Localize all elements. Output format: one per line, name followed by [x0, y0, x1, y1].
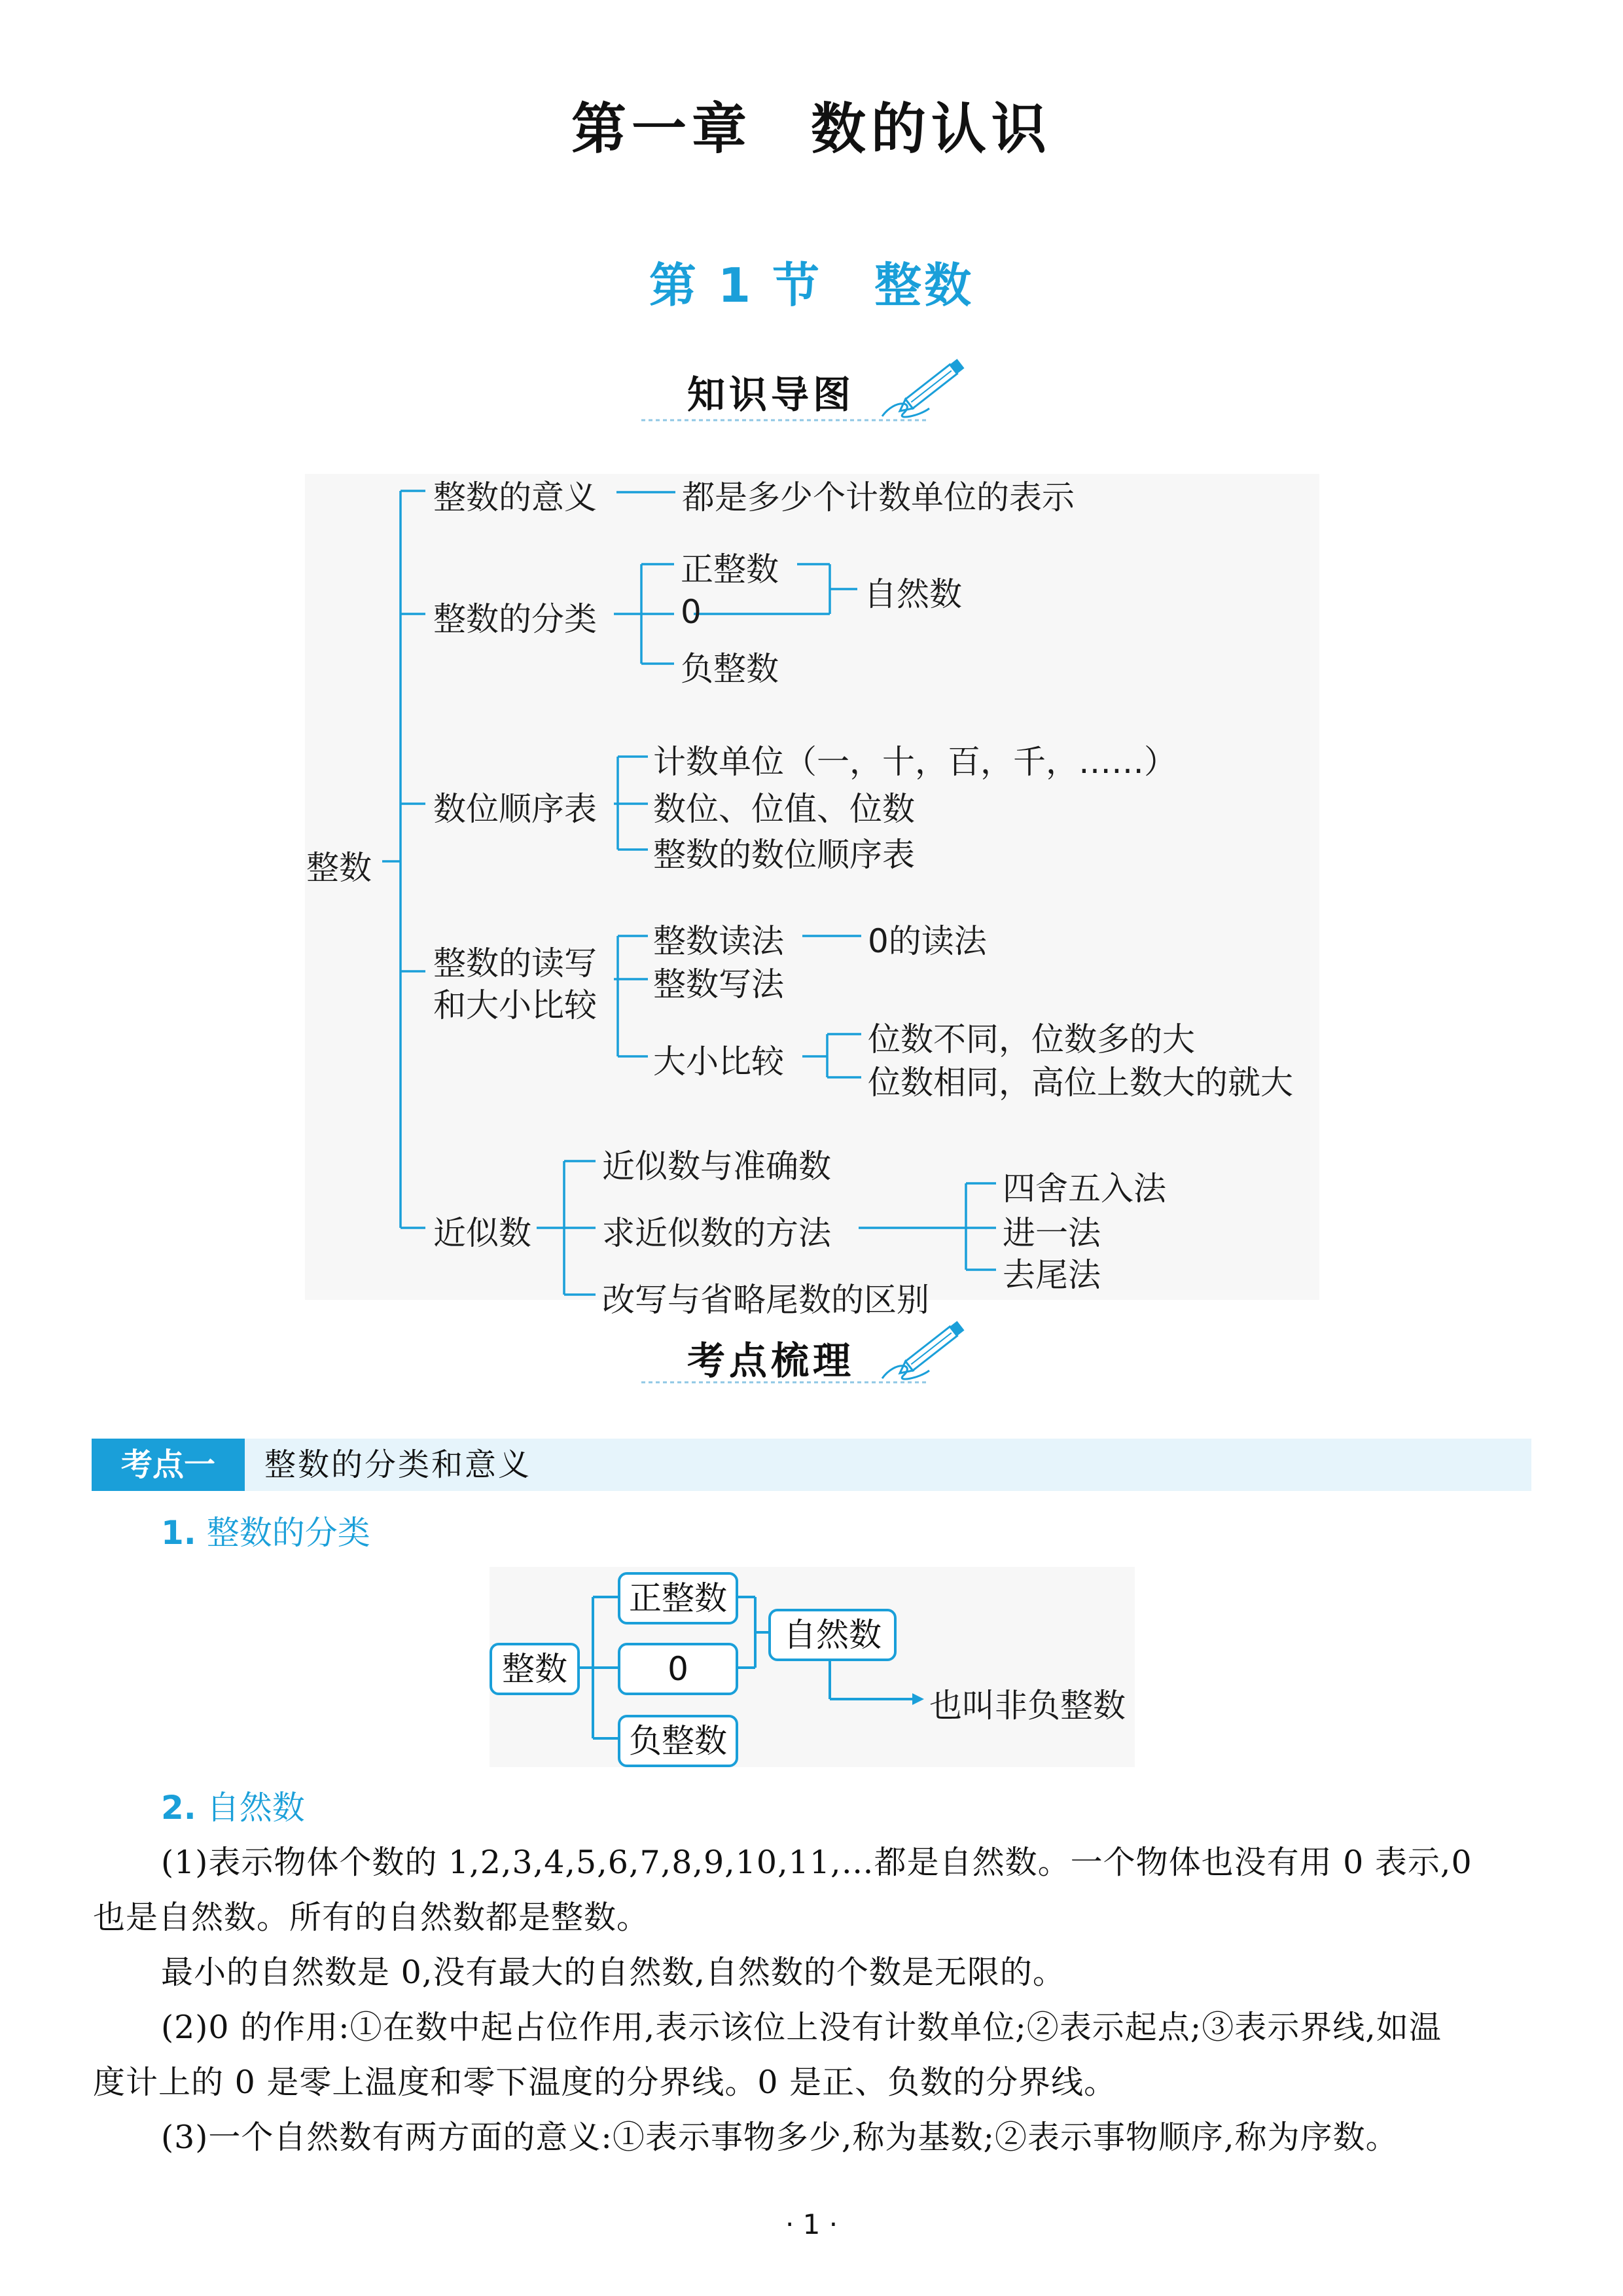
- subheading-2-title: 自然数: [206, 1789, 305, 1827]
- mindmap-b5-item: 改写与省略尾数的区别: [602, 1281, 929, 1319]
- para-3-line-1: (2)0 的作用:①在数中起占位作用,表示该位上没有计数单位;②表示起点;③表示界线,如温: [161, 2009, 1442, 2046]
- section-prefix: 第 1 节: [649, 258, 823, 313]
- mindmap-b2-group: 自然数: [864, 575, 962, 613]
- subheading-1-title: 整数的分类: [206, 1514, 370, 1552]
- mindmap-b5-method: 四舍五入法: [1003, 1170, 1166, 1208]
- subheading-2-number: 2.: [161, 1789, 196, 1827]
- mindmap-b3-item: 数位、位值、位数: [653, 790, 915, 828]
- mindmap-b4-read: 整数读法: [653, 922, 784, 960]
- mindmap-b1-label: 整数的意义: [433, 478, 597, 516]
- mindmap-b3-item: 计数单位（一，十，百，千，……）: [653, 743, 1177, 781]
- mindmap-b4-compare: 大小比较: [653, 1043, 784, 1081]
- classify-root-box: 整数: [490, 1643, 580, 1695]
- mindmap-b2-item: 0: [681, 593, 702, 631]
- classify-negative-box: 负整数: [618, 1715, 738, 1767]
- subheading-2: [161, 1782, 305, 1829]
- para-1-line-1: (1)表示物体个数的 1,2,3,4,5,6,7,8,9,10,11,…都是自然数。一个物体也没有用 0 表示,0: [161, 1844, 1472, 1881]
- para-3-line-2: 度计上的 0 是零上温度和零下温度的分界线。0 是正、负数的分界线。: [93, 2064, 1117, 2101]
- mindmap-b4-write: 整数写法: [653, 965, 784, 1003]
- mindmap-b5-method: 进一法: [1003, 1214, 1101, 1252]
- subheading-1-number: 1.: [161, 1514, 196, 1552]
- mindmap-b4-compare-item: 位数不同，位数多的大: [868, 1020, 1195, 1058]
- mindmap-b4-label-line2: 和大小比较: [433, 986, 597, 1024]
- mindmap-b2-item: 负整数: [681, 650, 779, 688]
- mindmap-b3-item: 整数的数位顺序表: [653, 836, 915, 874]
- mindmap-b2-item: 正整数: [681, 550, 779, 588]
- mindmap-b4-read-note: 0的读法: [868, 922, 987, 960]
- mindmap-b5-method: 去尾法: [1003, 1256, 1101, 1294]
- mindmap-b5-label: 近似数: [433, 1214, 531, 1252]
- kaodian-tag: 考点一: [92, 1439, 245, 1491]
- mindmap-b2-label: 整数的分类: [433, 600, 597, 638]
- para-2: 最小的自然数是 0,没有最大的自然数,自然数的个数是无限的。: [161, 1954, 1065, 1991]
- points-banner-label: 考点梳理: [687, 1338, 855, 1383]
- kaodian-title: 整数的分类和意义: [264, 1446, 532, 1483]
- mindmap-b3-label: 数位顺序表: [433, 790, 597, 828]
- mindmap-banner-label: 知识导图: [687, 372, 855, 417]
- page-number: · 1 ·: [785, 2208, 838, 2240]
- section-name: 整数: [874, 258, 974, 313]
- classify-positive-box: 正整数: [618, 1572, 738, 1624]
- mindmap-b5-item: 求近似数的方法: [602, 1214, 831, 1252]
- para-4: (3)一个自然数有两方面的意义:①表示事物多少,称为基数;②表示事物顺序,称为序数。: [161, 2119, 1399, 2156]
- mindmap-root: 整数: [306, 849, 372, 887]
- chapter-name: 数的认识: [811, 97, 1052, 161]
- classify-natural-box: 自然数: [768, 1609, 897, 1661]
- mindmap-b4-compare-item: 位数相同，高位上数大的就大: [868, 1064, 1293, 1102]
- para-1-line-2: 也是自然数。所有的自然数都是整数。: [93, 1899, 650, 1936]
- chapter-prefix: 第一章: [571, 97, 752, 161]
- mindmap-b5-item: 近似数与准确数: [602, 1147, 831, 1185]
- classify-zero-box: 0: [618, 1643, 738, 1695]
- mindmap-b4-label-line1: 整数的读写: [433, 944, 597, 982]
- classify-note: 也叫非负整数: [929, 1687, 1126, 1725]
- mindmap-b1-desc: 都是多少个计数单位的表示: [682, 478, 1075, 516]
